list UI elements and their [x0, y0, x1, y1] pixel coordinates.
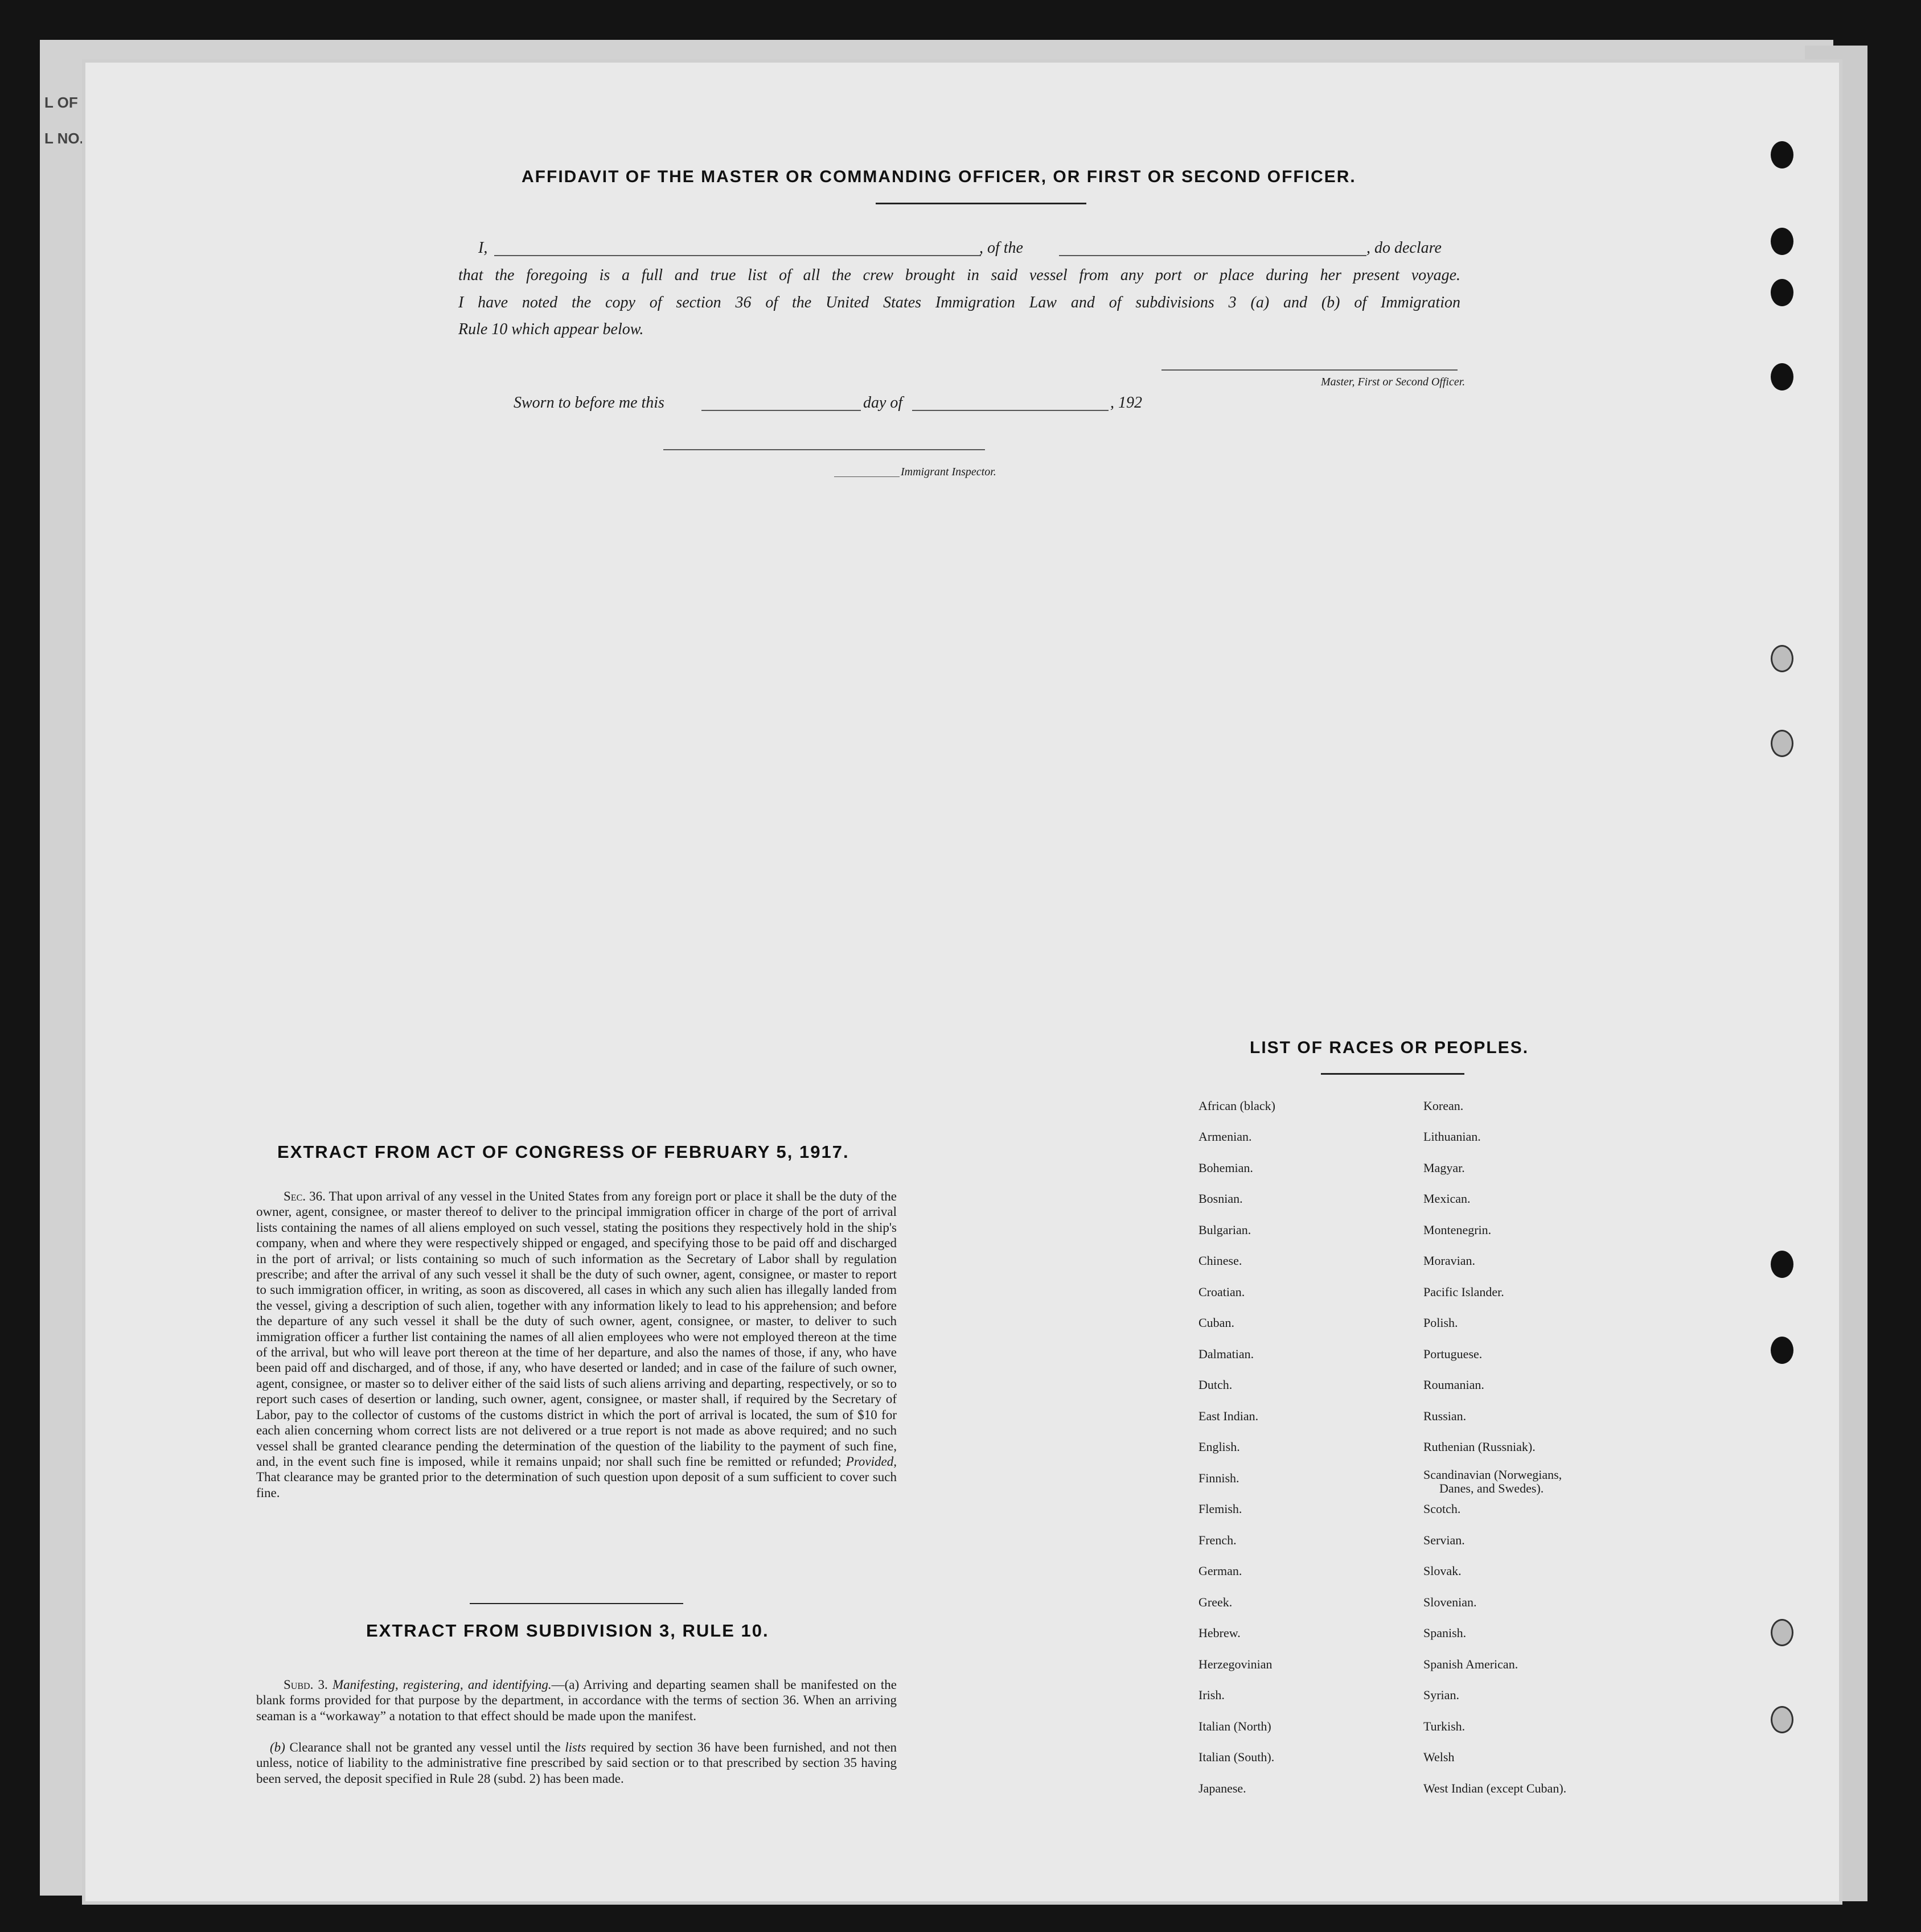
- master-signature-blank[interactable]: [1161, 369, 1458, 371]
- races-heading-rule: [1321, 1073, 1464, 1075]
- race-item: Flemish.: [1198, 1502, 1242, 1516]
- rule-subdivision-a: [256, 1677, 897, 1724]
- race-item: Armenian.: [1198, 1129, 1252, 1144]
- race-item: Slovak.: [1423, 1564, 1462, 1578]
- race-item: Croatian.: [1198, 1285, 1245, 1299]
- race-item: Portuguese.: [1423, 1347, 1483, 1361]
- race-item: Dutch.: [1198, 1378, 1233, 1392]
- punch-hole-icon: [1771, 363, 1793, 390]
- affidavit-of-the: , of the: [979, 239, 1023, 257]
- race-item: Korean.: [1423, 1099, 1464, 1113]
- affidavit-heading: AFFIDAVIT OF THE MASTER OR COMMANDING OFFICER, OR FIRST OR SECOND OFFICER.: [522, 167, 1356, 186]
- act-heading: EXTRACT FROM ACT OF CONGRESS OF FEBRUARY 5, 1917.: [277, 1142, 849, 1162]
- act-section-label: Sec. 36.: [284, 1189, 326, 1203]
- act-provided: Provided,: [845, 1454, 897, 1469]
- punch-hole-icon: [1771, 1251, 1793, 1278]
- rule-heading: EXTRACT FROM SUBDIVISION 3, RULE 10.: [366, 1621, 769, 1641]
- rule-b-text-2: required by section 36 have been furnished, and not then unless, notice of liability to the administrative fine prescribed by said section or to that prescribed by section 35 having been served, the deposit specified in Rule 28 (subd. 2) has been made.: [256, 1740, 897, 1786]
- punch-hole-icon: [1771, 141, 1793, 168]
- edge-label-2: L NO.: [44, 130, 84, 147]
- race-item: Italian (South).: [1198, 1750, 1275, 1764]
- inspector-caption: Immigrant Inspector.: [901, 466, 996, 478]
- punch-hole-icon: [1771, 1337, 1793, 1364]
- race-item: Greek.: [1198, 1595, 1233, 1609]
- rule-b-lists: lists: [565, 1740, 586, 1754]
- inspector-signature-blank[interactable]: [663, 449, 985, 450]
- race-item: Hebrew.: [1198, 1626, 1241, 1640]
- edge-label-1: L OF: [44, 94, 78, 111]
- punch-hole-icon: [1771, 279, 1793, 306]
- affidavit-line-2: that the foregoing is a full and true list of all the crew brought in said vessel from any port or place during her present voyage.: [458, 266, 1460, 284]
- race-item: Roumanian.: [1423, 1378, 1484, 1392]
- affidavit-line-4: Rule 10 which appear below.: [458, 320, 644, 338]
- sworn-month-blank[interactable]: [912, 410, 1109, 411]
- race-item: Spanish American.: [1423, 1657, 1518, 1671]
- inspector-prefix-blank[interactable]: [834, 476, 900, 477]
- act-section-36: [256, 1189, 897, 1501]
- rule-a-label: —(a): [551, 1678, 580, 1692]
- race-item: Scotch.: [1423, 1502, 1461, 1516]
- race-item: Russian.: [1423, 1409, 1467, 1423]
- manifest-sheet: [85, 63, 1839, 1901]
- punch-hole-icon: [1771, 228, 1793, 255]
- sworn-text: Sworn to before me this: [514, 394, 664, 412]
- rule-subd-title: Manifesting, registering, and identifying.: [332, 1678, 552, 1692]
- race-item: Dalmatian.: [1198, 1347, 1254, 1361]
- vessel-blank[interactable]: [1059, 255, 1366, 256]
- affidavit-heading-rule: [876, 203, 1086, 204]
- affidavit-do-declare: , do declare: [1366, 239, 1442, 257]
- sworn-day-of: day of: [863, 394, 903, 412]
- master-signature-caption: Master, First or Second Officer.: [1321, 376, 1466, 388]
- race-item: Welsh: [1423, 1750, 1455, 1764]
- race-item: Lithuanian.: [1423, 1129, 1481, 1144]
- race-item: Polish.: [1423, 1316, 1458, 1330]
- sworn-year: , 192: [1110, 394, 1142, 412]
- rule-subd-label: Subd. 3.: [284, 1678, 328, 1692]
- race-item: English.: [1198, 1440, 1240, 1454]
- race-item: Magyar.: [1423, 1161, 1465, 1175]
- race-item: French.: [1198, 1533, 1237, 1547]
- race-item-continuation: Danes, and Swedes).: [1439, 1481, 1544, 1495]
- race-item: Bosnian.: [1198, 1191, 1243, 1206]
- races-heading: LIST OF RACES OR PEOPLES.: [1250, 1038, 1529, 1057]
- race-item: Cuban.: [1198, 1316, 1234, 1330]
- punch-hole-icon: [1771, 645, 1793, 672]
- race-item: Scandinavian (Norwegians,: [1423, 1468, 1562, 1482]
- race-item: West Indian (except Cuban).: [1423, 1781, 1567, 1795]
- rule-subdivision-b: [256, 1740, 897, 1786]
- race-item: Mexican.: [1423, 1191, 1471, 1206]
- punch-hole-icon: [1771, 1619, 1793, 1646]
- rule-b-label: (b): [270, 1740, 285, 1754]
- race-item: East Indian.: [1198, 1409, 1259, 1423]
- act-body-2: That clearance may be granted prior to the determination of such question upon deposit of a sum sufficient to cover such fine.: [256, 1470, 897, 1500]
- affidavit-i-label: I,: [478, 239, 488, 257]
- name-blank[interactable]: [494, 255, 981, 256]
- race-item: African (black): [1198, 1099, 1275, 1113]
- race-item: Herzegovinian: [1198, 1657, 1273, 1671]
- race-item: Servian.: [1423, 1533, 1465, 1547]
- race-item: Japanese.: [1198, 1781, 1246, 1795]
- race-item: Bulgarian.: [1198, 1223, 1251, 1237]
- race-item: Irish.: [1198, 1688, 1225, 1702]
- race-item: Pacific Islander.: [1423, 1285, 1504, 1299]
- race-item: Slovenian.: [1423, 1595, 1477, 1609]
- punch-hole-icon: [1771, 1706, 1793, 1733]
- sworn-day-blank[interactable]: [701, 410, 861, 411]
- race-item: Ruthenian (Russniak).: [1423, 1440, 1536, 1454]
- act-separator-rule: [470, 1603, 683, 1604]
- act-body-1: That upon arrival of any vessel in the United States from any foreign port or place it shall be the duty of the owner, agent, consignee, or master thereof to deliver to the principal immigration officer in charge of the port of arrival lists containing the names of all aliens employed on such vessel, stating the positions they respectively hold in the ship's company, when and where they were respectively shipped or engaged, and specifying those to be paid off and discharged in the port of arrival; or lists containing so much of such information as the Secretary of Labor shall by regulation prescribe; and after the arrival of any such vessel it shall be the duty of such owner, agent, consignee, or master to report to such immigration officer, in writing, as soon as discovered, all cases in which any such alien has illegally landed from the vessel, giving a description of such alien, together with any information likely to lead to his apprehension; and before the departure of any such vessel it shall be the duty of such owner, agent, consignee, or master, to deliver to such immigration officer a further list containing the names of all alien employees who were not employed thereon at the time of the arrival, but who will leave port thereon at the time of her departure, and also the names of those, if any, who have been paid off and discharged, and of those, if any, who have deserted or landed; and in case of the failure of such owner, agent, consignee, or master so to deliver either of the said lists of such aliens arriving and departing, respectively, or so to report such cases of desertion or landing, such owner, agent, consignee, or master shall, if required by the Secretary of Labor, pay to the collector of customs of the customs district in which the port of arrival is located, the sum of $10 for each alien concerning whom correct lists are not delivered or a true report is not made as above required; and no such vessel shall be granted clearance pending the determination of the question of the liability to the payment of such fine, and, in the event such fine is imposed, while it remains unpaid; nor shall such fine be remitted or refunded;: [256, 1189, 897, 1469]
- race-item: Bohemian.: [1198, 1161, 1253, 1175]
- rule-b-text-1: Clearance shall not be granted any vessel until the: [289, 1740, 561, 1754]
- punch-hole-icon: [1771, 730, 1793, 757]
- race-item: Italian (North): [1198, 1719, 1271, 1733]
- affidavit-line-3: I have noted the copy of section 36 of the United States Immigration Law and of subdivisions 3 (a) and (b) of Immigration: [458, 294, 1460, 311]
- race-item: German.: [1198, 1564, 1242, 1578]
- race-item: Montenegrin.: [1423, 1223, 1492, 1237]
- race-item: Finnish.: [1198, 1471, 1239, 1485]
- race-item: Moravian.: [1423, 1253, 1476, 1268]
- race-item: Spanish.: [1423, 1626, 1467, 1640]
- race-item: Chinese.: [1198, 1253, 1242, 1268]
- race-item: Turkish.: [1423, 1719, 1466, 1733]
- race-item: Syrian.: [1423, 1688, 1459, 1702]
- rule-a-text: Arriving and departing seamen shall be manifested on the blank forms provided for that purpose by the department, in accordance with the terms of section 36. When an arriving seaman is a “workaway” a notation to that effect should be made upon the manifest.: [256, 1678, 897, 1723]
